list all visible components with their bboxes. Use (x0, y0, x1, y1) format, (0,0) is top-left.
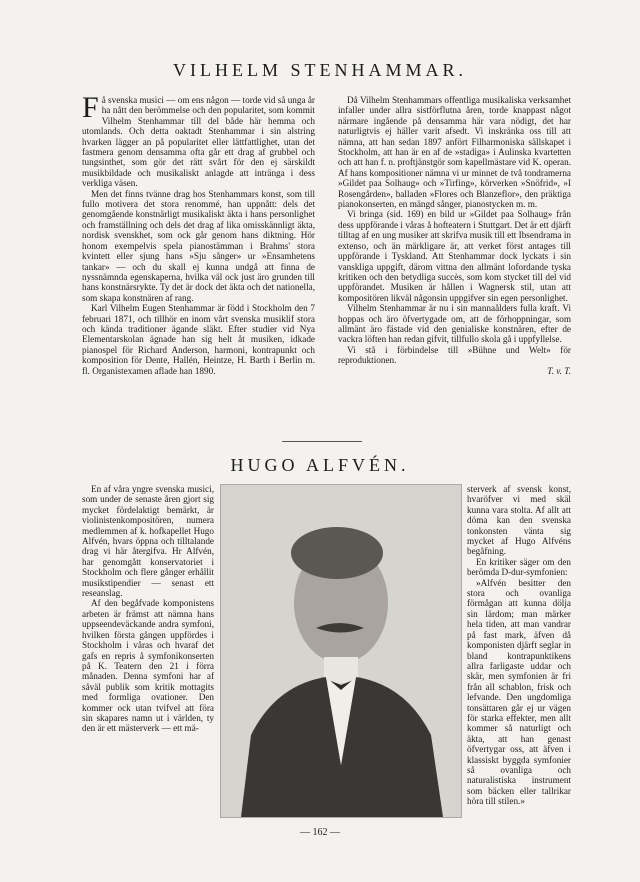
paragraph: En af våra yngre svenska musici, som under de senaste åren gjort sig mycket fördelaktigt bemärkt, är violinistenkompositören, numera medlemmen af k. hofkapellet Hugo Alfvén, hvars öppna och tilltalande drag vi här återgifva. Hr Alfvén, har genomgått konservatoriet i Stockholm och flere gånger erhållit musikstipendier — senast ett reseanslag. (82, 484, 214, 599)
paragraph: Men det finns tvänne drag hos Stenhammars konst, som till fullo motivera det stora renommé, han uppnått: dels det genomgående konstnärligt musikaliskt äkta i hans personlighet och framställning och dels det drag af lika omisskännligt äkta, nordisk svenskhet, som ock går genom hans diktning. Hör honom exempelvis spela pianostämman i Brahms' stora kvintett eller sjung hans »Sju sånger» ur »Ensamhetens tankar» — och du skall ej kunna undgå att finna de nyssnämnda egenskaperna, hvilka väl ock just äro grunden till hans konstnärsrykte. Ty det är dock det äkta och det nationella, som skapa konstnären af rang. (82, 188, 315, 303)
paragraph: Af den begåfvade komponistens arbeten är främst att nämna hans uppseendeväckande andra symfoni, hvilken första gången uppfördes i Stockholm i våras och hvaraf det gafs en repris å symfonikonserten på K. Teatern den 21 i förra månaden. Denna symfoni har af såväl publik som kritik mottagits med formliga ovationer. Den kommer ock utan tvifvel att föra sin skapares namn ut i världen, ty den är ett mästerverk — ett mä- (82, 598, 214, 734)
alfven-column-left (82, 484, 214, 734)
paragraph-text: å svenska musici — om ens någon — torde vid så unga år ha nått den berömmelse och den popularitet, som kommit Vilhelm Stenhammar till del både här hemma och utomlands. Och detta oaktadt Stenhammar i sin alstring hvarken lägger an på popularitet eller lättfattlighet, utan det fastmera genom densamma ofta går ett drag af grubbel och tungsinthet, som gör det rätt svårt för den ej särskildt musikbildade och musikaliskt anlagde att intränga i dess verkliga väsen. (82, 95, 315, 189)
page-number: — 162 — (300, 827, 340, 838)
divider (282, 441, 362, 442)
paragraph: Vi stå i förbindelse till »Bühne und Welt» för reproduktionen. (338, 344, 571, 366)
article-title-alfven: HUGO ALFVÉN. (230, 455, 410, 475)
paragraph: Vilhelm Stenhammar är nu i sin mannaålders fulla kraft. Vi hoppas och äro öfvertygade om, att de förhoppningar, som allmänt äro fästade vid den genialiske konstnären, efter de vackra löften han redan gifvit, tillfullo skola gå i uppfyllelse. (338, 303, 571, 345)
paragraph: Vi bringa (sid. 169) en bild ur »Gildet paa Solhaug» från dess uppförande i våras å hofteatern i Stuttgart. Det är ett djärft tilltag af en ung musiker att skrifva musik till ett Ibsendrama in extenso, och än märkligare är, att verket först antages till uppförande i Tyskland. Att Stenhammar dock lyckats i sin vanskliga uppgift, därom vittna den allmänt lofordande tyska kritiken och den betydliga succès, som kom stycket till del vid uppförandet. Musiken är hållen i Wagnersk stil, utan att kompositören likväl någonsin uppgifver sin egen personlighet. (338, 209, 571, 303)
paragraph: Då Vilhelm Stenhammars offentliga musikaliska verksamhet infaller under allra sistförflutna åren, torde knappast något närmare ingående på densamma här vara nödigt, det har naturligtvis ej häller varit afsedt. Vi inskränka oss till att nämna, att han sedan 1897 anfört Filharmoniska sällskapet i Stockholm, att han är en af de »stadiga» i Aulinska kvartetten och att han f. n. proftjänstgör som kapellmästare vid K. operan. Af hans kompositioner nämna vi ur minnet de två tondramerna »Gildet paa Solhaug» och »Tirfing», körverken »Snöfrid», »I Rosengården», balladen »Flores och Blanzeflor», den präktiga pianokonserten, en mängd sånger, pianostycken m. m. (338, 95, 571, 210)
article-title-stenhammar: VILHELM STENHAMMAR. (173, 60, 467, 80)
drop-cap: F (82, 91, 99, 124)
paragraph (82, 91, 315, 189)
signature: T. v. T. (547, 365, 571, 376)
paragraph: sterverk af svensk konst, hvaröfver vi med skäl kunna vara stolta. Af allt att döma kan den svenska tonkonsten vänta sig mycket af Hugo Alfvéns begåfning. (467, 484, 571, 557)
paragraph: »Alfvén besitter den stora och ovanliga förmågan att kunna dölja sin lärdom; man märker hela tiden, att man vandrar på fast mark, äfven då komponisten djärft seglar in bland kontrapunktikens allra farligaste uddar och skär, men symfonien är fri från all schablon, frisk och lefvande. Den ungdomliga tonsättaren går ej ur vägen för starka effekter, men allt kommer så naturligt och äkta, att han genast öfvertygar oss, att äfven i klassiskt byggda symfonier så ovanliga och naturalistiska instrument som bäcken eller tallrikar höra till stilen.» (467, 577, 571, 807)
paragraph: Karl Vilhelm Eugen Stenhammar är född i Stockholm den 7 februari 1871, och tillhör en inom vårt svenska musiklif stora och kända traditioner ägande släkt. Efter studier vid Nya Elementarskolan ägnade han sig helt åt musiken, idkade pianospel för Richard Anderson, harmoni, kontrapunkt och komposition för Dente, Hallén, Heintze, H. Barth i Berlin m. fl. Organistexamen aflade han 1890. (82, 303, 315, 376)
stenhammar-column-right (338, 95, 571, 376)
paragraph: En kritiker säger om den berömda D-dur-symfonien: (467, 556, 571, 578)
stenhammar-column-left (82, 91, 315, 376)
alfven-column-right (467, 484, 571, 807)
portrait-photo (220, 484, 462, 818)
